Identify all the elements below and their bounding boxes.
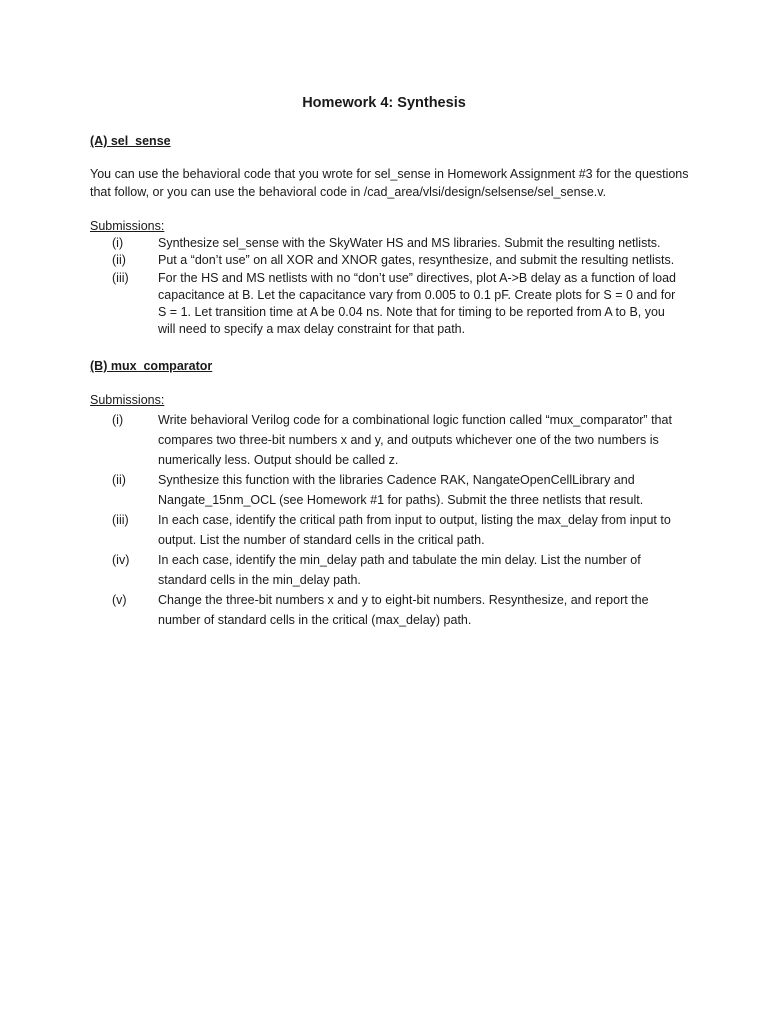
list-item [90, 270, 690, 339]
list-item [90, 470, 690, 510]
item-text: Put a “don’t use” on all XOR and XNOR gates, resynthesize, and submit the resulting netlists. [158, 253, 675, 268]
item-number: (iii) [112, 270, 129, 285]
list-item [90, 252, 690, 269]
section-b-heading: (B) mux_comparator [90, 359, 213, 373]
section-a-list [90, 235, 690, 339]
list-item [90, 410, 690, 470]
item-number: (iii) [112, 513, 129, 527]
document-title: Homework 4: Synthesis [302, 95, 466, 111]
list-item [90, 550, 690, 590]
list-item [90, 590, 690, 630]
item-number: (iv) [112, 553, 130, 567]
item-text: Change the three-bit numbers x and y to eight-bit numbers. Resynthesize, and report the number of standard cells in the critical (max_delay) path. [158, 593, 649, 627]
item-number: (i) [112, 236, 124, 250]
item-number: (ii) [112, 253, 126, 268]
item-text: Write behavioral Verilog code for a combinational logic function called “mux_comparator” that compares two three-bit numbers x and y, and outputs whichever one of the two numbers is numerically less. Output should be called z. [158, 413, 672, 467]
section-b-list [90, 410, 690, 630]
section-a-heading: (A) sel_sense [90, 134, 171, 148]
item-text: In each case, identify the critical path from input to output, listing the max_delay from input to output. List the number of standard cells in the critical path. [158, 513, 671, 547]
item-number: (i) [112, 413, 124, 427]
section-a-intro: You can use the behavioral code that you wrote for sel_sense in Homework Assignment #3 for the questions that follow, or you can use the behavioral code in /cad_area/vlsi/design/selsense/sel_sense.v. [90, 167, 689, 199]
section-a-submissions-label: Submissions: [90, 219, 165, 233]
item-text: For the HS and MS netlists with no “don’t use” directives, plot A->B delay as a function of load capacitance at B. Let the capacitance vary from 0.005 to 0.1 pF. Create plots for S = 0 and for S = 1. Let transition time at A be 0.04 ns. Note that for timing to be reported from A to B, you will need to specify a max delay constraint for that path. [158, 270, 676, 337]
list-item [90, 510, 690, 550]
list-item [90, 235, 690, 252]
section-b-submissions-label: Submissions: [90, 393, 165, 407]
item-number: (ii) [112, 473, 126, 487]
item-number: (v) [112, 593, 127, 607]
item-text: Synthesize sel_sense with the SkyWater HS and MS libraries. Submit the resulting netlists. [158, 236, 661, 250]
item-text: Synthesize this function with the libraries Cadence RAK, NangateOpenCellLibrary and Nangate_15nm_OCL (see Homework #1 for paths). Submit the three netlists that result. [158, 473, 644, 507]
item-text: In each case, identify the min_delay path and tabulate the min delay. List the number of standard cells in the min_delay path. [158, 553, 641, 587]
